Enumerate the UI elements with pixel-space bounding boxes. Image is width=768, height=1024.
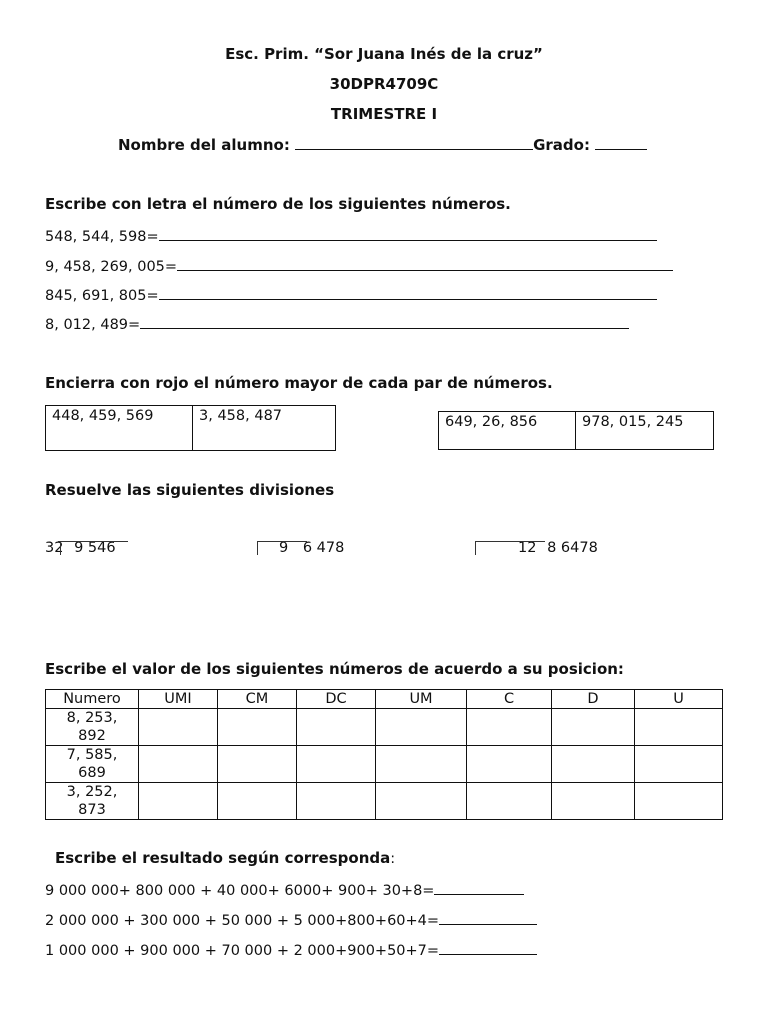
answer-cell[interactable] [552, 746, 635, 783]
answer-blank[interactable] [439, 910, 537, 925]
divisor: 9 [279, 540, 289, 556]
division-3 [518, 540, 598, 556]
table-row [46, 746, 723, 783]
column-header: U [635, 690, 723, 709]
answer-cell[interactable] [376, 709, 467, 746]
answer-cell[interactable] [218, 746, 297, 783]
answer-cell[interactable] [297, 783, 376, 820]
answer-cell[interactable] [376, 783, 467, 820]
sum-expression: 9 000 000+ 800 000 + 40 000+ 6000+ 900+ 30+8= [45, 883, 435, 899]
sum-item-1 [45, 880, 524, 899]
student-line [118, 135, 647, 154]
division-bracket-top [257, 541, 307, 542]
answer-cell[interactable] [376, 746, 467, 783]
school-code: 30DPR4709C [329, 75, 439, 93]
answer-cell[interactable] [139, 783, 218, 820]
column-header: DC [297, 690, 376, 709]
column-header: CM [218, 690, 297, 709]
student-name-blank[interactable] [295, 135, 533, 150]
number-cell: 7, 585, 689 [46, 746, 139, 783]
answer-blank[interactable] [434, 880, 524, 895]
dividend: 6 478 [302, 540, 345, 556]
answer-cell[interactable] [139, 709, 218, 746]
section5-title-colon: : [390, 851, 396, 867]
column-header: C [467, 690, 552, 709]
sum-item-2 [45, 910, 537, 929]
answer-cell[interactable] [218, 783, 297, 820]
number-option[interactable]: 649, 26, 856 [439, 412, 576, 450]
division-bracket-top [475, 541, 545, 542]
term-title: TRIMESTRE I [330, 105, 438, 123]
sum-expression: 2 000 000 + 300 000 + 50 000 + 5 000+800+60+4= [45, 913, 440, 929]
table-row [46, 783, 723, 820]
answer-cell[interactable] [635, 746, 723, 783]
grade-label: Grado: [533, 136, 590, 154]
number-option[interactable]: 448, 459, 569 [46, 406, 193, 451]
answer-cell[interactable] [552, 709, 635, 746]
write-number-item-2 [45, 256, 673, 275]
number-option[interactable]: 3, 458, 487 [193, 406, 336, 451]
place-value-table [45, 689, 723, 820]
answer-cell[interactable] [635, 783, 723, 820]
answer-blank[interactable] [140, 314, 629, 329]
answer-cell[interactable] [139, 746, 218, 783]
division-bracket-side [257, 542, 258, 555]
divisor: 12 [518, 540, 537, 556]
write-number-item-4 [45, 314, 629, 333]
answer-cell[interactable] [467, 746, 552, 783]
column-header: UMI [139, 690, 218, 709]
answer-cell[interactable] [297, 709, 376, 746]
division-bracket-top [58, 541, 128, 542]
section3-title: Resuelve las siguientes divisiones [45, 481, 335, 499]
student-name-label: Nombre del alumno: [118, 136, 290, 154]
divisor: 32 [45, 540, 64, 556]
sum-item-3 [45, 940, 537, 959]
answer-cell[interactable] [467, 783, 552, 820]
number-pair-box-2 [438, 411, 714, 450]
write-number-item-3 [45, 285, 657, 304]
section5-title-line [55, 849, 395, 867]
division-bracket-side [475, 542, 476, 555]
write-number-item-1 [45, 226, 657, 245]
division-bracket-side [60, 542, 61, 555]
answer-cell[interactable] [218, 709, 297, 746]
column-header: D [552, 690, 635, 709]
number-text: 9, 458, 269, 005= [45, 259, 178, 275]
division-2 [279, 540, 344, 556]
answer-cell[interactable] [635, 709, 723, 746]
number-option[interactable]: 978, 015, 245 [576, 412, 714, 450]
number-text: 845, 691, 805= [45, 288, 159, 304]
table-header-row [46, 690, 723, 709]
number-text: 548, 544, 598= [45, 229, 159, 245]
answer-blank[interactable] [439, 940, 537, 955]
section1-title: Escribe con letra el número de los siguientes números. [45, 195, 511, 213]
answer-blank[interactable] [159, 226, 657, 241]
sum-expression: 1 000 000 + 900 000 + 70 000 + 2 000+900+50+7= [45, 943, 440, 959]
column-header: UM [376, 690, 467, 709]
school-name: Esc. Prim. “Sor Juana Inés de la cruz” [225, 45, 543, 63]
table-row [46, 709, 723, 746]
dividend: 9 546 [74, 540, 116, 556]
dividend: 8 6478 [547, 540, 598, 556]
section5-title: Escribe el resultado según corresponda [55, 849, 391, 867]
number-text: 8, 012, 489= [45, 317, 141, 333]
section2-title: Encierra con rojo el número mayor de cada par de números. [45, 374, 553, 392]
answer-blank[interactable] [177, 256, 673, 271]
grade-blank[interactable] [595, 135, 647, 150]
division-1 [45, 540, 116, 556]
number-pair-box-1 [45, 405, 336, 451]
answer-blank[interactable] [159, 285, 657, 300]
answer-cell[interactable] [552, 783, 635, 820]
number-cell: 3, 252, 873 [46, 783, 139, 820]
answer-cell[interactable] [467, 709, 552, 746]
section4-title: Escribe el valor de los siguientes números de acuerdo a su posicion: [45, 660, 624, 678]
answer-cell[interactable] [297, 746, 376, 783]
column-header: Numero [46, 690, 139, 709]
number-cell: 8, 253, 892 [46, 709, 139, 746]
